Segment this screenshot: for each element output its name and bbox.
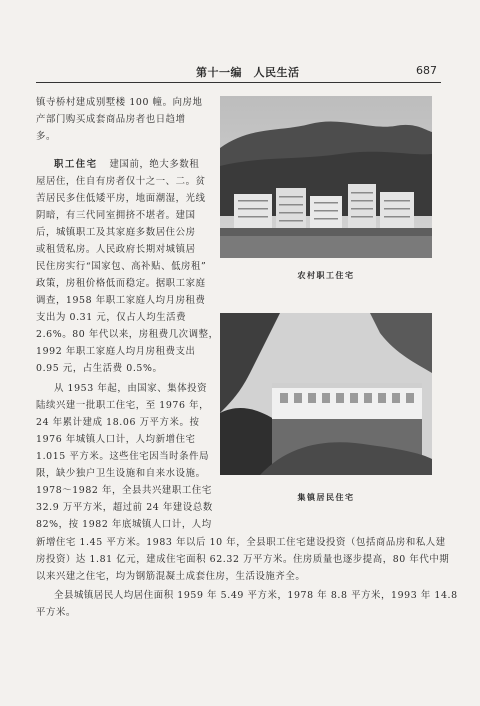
body-line: 产部门购买成套商品房者也日趋增 bbox=[36, 114, 186, 125]
body-line: 1.015 平方米。这些住宅因当时条件局 bbox=[36, 451, 210, 462]
body-line: 32.9 万平方米，超过前 24 年建设总数 bbox=[36, 502, 213, 513]
body-line: 1976 年城镇人口计，人均新增住宅 bbox=[36, 434, 196, 445]
running-header bbox=[36, 60, 441, 83]
body-line: 镇寺桥村建成别墅楼 100 幢。向房地 bbox=[36, 97, 203, 108]
body-line: 从 1953 年起，由国家、集体投资 bbox=[54, 383, 208, 394]
body-line: 苦居民多住低矮平房，地面潮湿，光线 bbox=[36, 193, 206, 204]
body-line: 24 年累计建成 18.06 万平方米。按 bbox=[36, 417, 200, 428]
section-run-heading: 职工住宅 bbox=[54, 159, 98, 170]
town-housing-image bbox=[220, 313, 432, 475]
body-line: 平方米。 bbox=[36, 607, 76, 618]
town-housing-photo bbox=[220, 313, 432, 475]
body-line: 新增住宅 1.45 平方米。1983 年以后 10 年，全县职工住宅建设投资（包括商品房和私人建 bbox=[36, 537, 446, 548]
body-line: 以来兴建之住宅，均为钢筋混凝土成套住房，生活设施齐全。 bbox=[36, 571, 306, 582]
body-line: 阴暗，有三代同室拥挤不堪者。建国 bbox=[36, 210, 196, 221]
body-line: 房投资）达 1.81 亿元，建成住宅面积 62.32 万平方米。住房质量也逐步提高，80 年代中期 bbox=[36, 554, 450, 565]
body-line: 调查，1958 年职工家庭人均月房租费 bbox=[36, 295, 206, 306]
body-line: 政策，房租价格低而稳定。据职工家庭 bbox=[36, 278, 206, 289]
body-line: 2.6%。80 年代以来，房租费几次调整， bbox=[36, 329, 219, 340]
body-line: 屋居住，住自有房者仅十之一、二。贫 bbox=[36, 176, 206, 187]
body-line: 民住房实行“国家包、高补贴、低房租” bbox=[36, 261, 207, 272]
body-line: 支出为 0.31 元，仅占人均生活费 bbox=[36, 312, 187, 323]
rural-housing-photo bbox=[220, 96, 432, 258]
body-line: 82%，按 1982 年底城镇人口计，人均 bbox=[36, 519, 212, 530]
body-line: 1978～1982 年，全县共兴建职工住宅 bbox=[36, 485, 212, 496]
body-line: 0.95 元，占生活费 0.5%。 bbox=[36, 363, 163, 374]
body-line: 或租赁私房。人民政府长期对城镇居 bbox=[36, 244, 196, 255]
page-number: 687 bbox=[416, 64, 437, 77]
body-line: 陆续兴建一批职工住宅，至 1976 年， bbox=[36, 400, 210, 411]
body-line: 建国前，绝大多数租 bbox=[109, 159, 200, 170]
body-line: 限，缺少独户卫生设施和自来水设施。 bbox=[36, 468, 206, 479]
body-line: 全县城镇居民人均居住面积 1959 年 5.49 平方米，1978 年 8.8 平方米，1993 年 14.8 bbox=[54, 590, 458, 601]
section-paragraph-first-line bbox=[36, 156, 216, 173]
rural-housing-image bbox=[220, 96, 432, 258]
body-line: 后，城镇职工及其家庭多数居住公房 bbox=[36, 227, 196, 238]
photo2-caption: 集镇居民住宅 bbox=[297, 492, 355, 502]
photo1-caption: 农村职工住宅 bbox=[297, 270, 355, 280]
chapter-title: 第十一编 人民生活 bbox=[196, 66, 300, 79]
body-line: 多。 bbox=[36, 131, 56, 142]
body-line: 1992 年职工家庭人均月房租费支出 bbox=[36, 346, 196, 357]
